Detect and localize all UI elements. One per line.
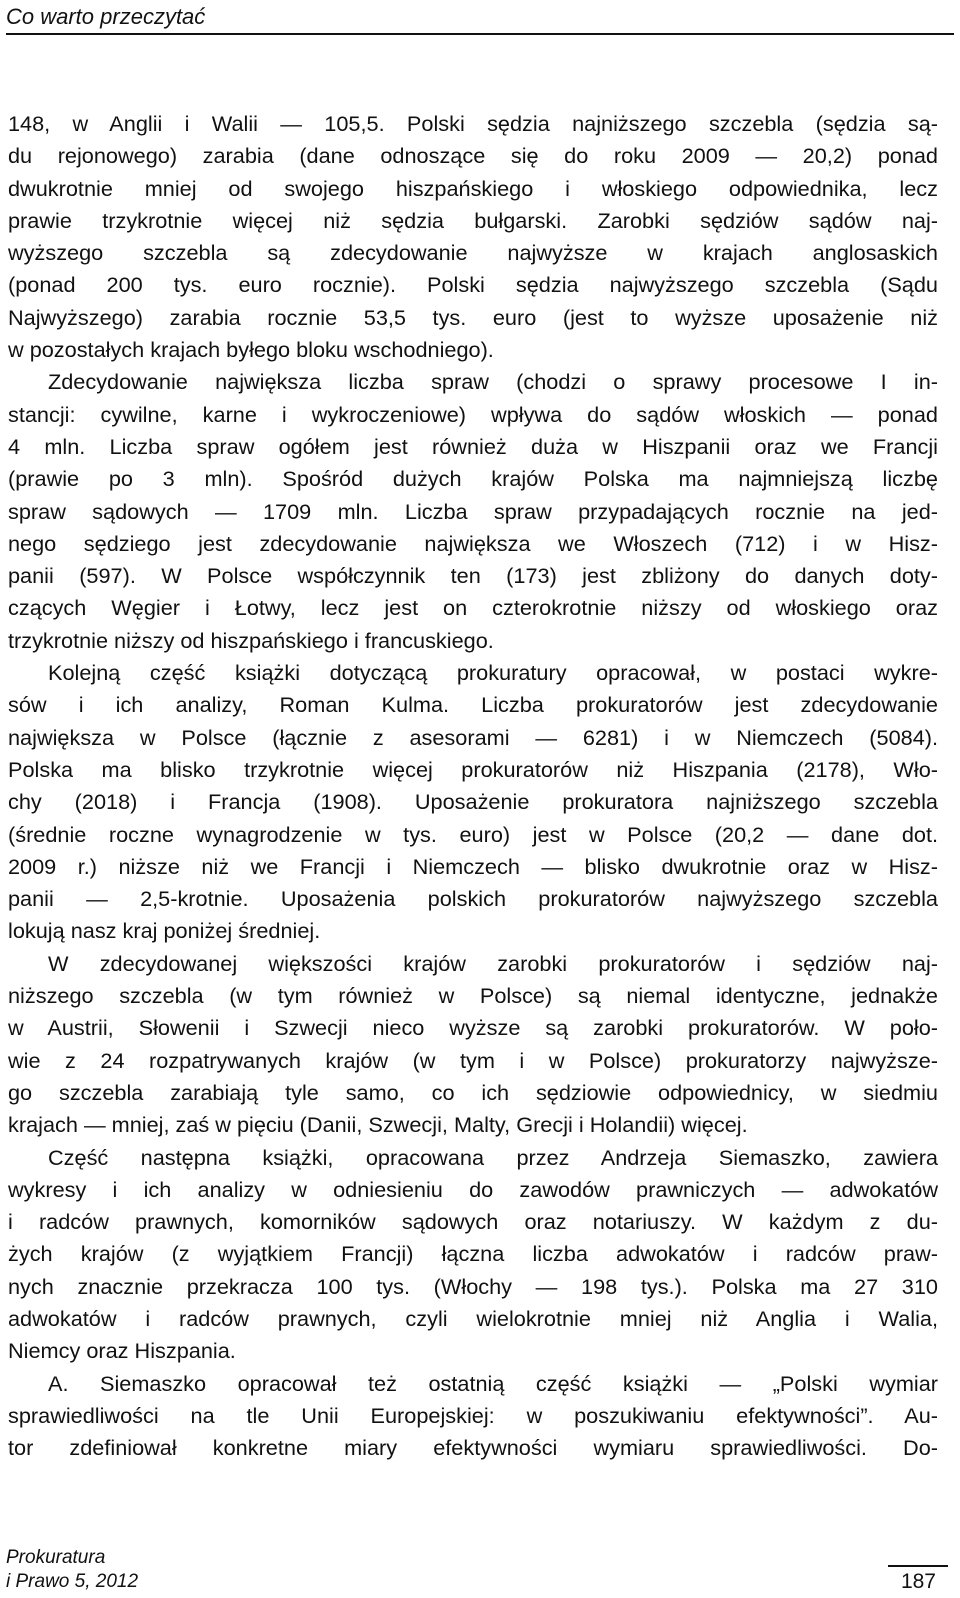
text-line: Część następna książki, opracowana przez Andrzeja Siemaszko, zawiera [48,1144,938,1170]
text-line: Polska ma blisko trzykrotnie więcej prokuratorów niż Hiszpania (2178), Wło- [8,756,938,782]
text-line: (prawie po 3 mln). Spośród dużych krajów Polska ma najmniejszą liczbę [8,466,938,492]
text-line: czących Węgier i Łotwy, lecz jest on czterokrotnie niższy od włoskiego oraz [8,595,938,621]
text-line: trzykrotnie niższy od hiszpańskiego i francuskiego. [8,627,494,653]
text-line: adwokatów i radców prawnych, czyli wielokrotnie mniej niż Anglia i Walia, [8,1305,938,1331]
page-number-divider [888,1565,948,1567]
text-line: (ponad 200 tys. euro rocznie). Polski sędzia najwyższego szczebla (Sądu [8,272,938,298]
text-line: panii (597). W Polsce współczynnik ten (173) jest zbliżony do danych doty- [8,563,938,589]
text-line: du rejonowego) zarabia (dane odnoszące się do roku 2009 — 20,2) ponad [8,143,938,169]
text-line: A. Siemaszko opracował też ostatnią część książki — „Polski wymiar [48,1370,938,1396]
text-line: nych znacznie przekracza 100 tys. (Włochy — 198 tys.). Polska ma 27 310 [8,1273,938,1299]
text-line: wie z 24 rozpatrywanych krajów (w tym i w Polsce) prokuratorzy najwyższe- [8,1047,938,1073]
text-line: (średnie roczne wynagrodzenie w tys. euro) jest w Polsce (20,2 — dane dot. [8,821,938,847]
article-body [8,108,938,1464]
text-line: Kolejną część książki dotyczącą prokuratury opracował, w postaci wykre- [48,660,938,686]
text-line: niższego szczebla (w tym również w Polsce) są niemal identyczne, jednakże [8,983,938,1009]
text-line: 148, w Anglii i Walii — 105,5. Polski sędzia najniższego szczebla (sędzia są- [8,111,938,136]
text-line: w pozostałych krajach byłego bloku wschodniego). [8,337,494,363]
text-line: żych krajów (z wyjątkiem Francji) łączna liczba adwokatów i radców praw- [8,1241,938,1267]
text-line: W zdecydowanej większości krajów zarobki prokuratorów i sędziów naj- [48,950,938,976]
text-line: chy (2018) i Francja (1908). Uposażenie prokuratora najniższego szczebla [8,789,938,815]
text-line: dwukrotnie mniej od swojego hiszpańskiego i włoskiego odpowiednika, lecz [8,175,938,201]
text-line: spraw sądowych — 1709 mln. Liczba spraw przypadających rocznie na jed- [8,498,938,524]
section-title: Co warto przeczytać [6,4,206,29]
text-line: największa w Polsce (łącznie z asesorami — 6281) i w Niemczech (5084). [8,724,938,750]
text-line: wyższego szczebla są zdecydowanie najwyższe w krajach anglosaskich [8,240,938,266]
text-line: 2009 r.) niższe niż we Francji i Niemczech — blisko dwukrotnie oraz w Hisz- [8,853,938,879]
journal-info [6,1546,138,1594]
text-line: panii — 2,5-krotnie. Uposażenia polskich prokuratorów najwyższego szczebla [8,886,938,912]
text-line: sów i ich analizy, Roman Kulma. Liczba prokuratorów jest zdecydowanie [8,692,938,718]
text-line: w Austrii, Słowenii i Szwecji nieco wyższe są zarobki prokuratorów. W poło- [8,1015,938,1041]
text-line: 4 mln. Liczba spraw ogółem jest również duża w Hiszpanii oraz we Francji [8,433,938,459]
page-number: 187 [900,1570,936,1593]
text-line: wykresy i ich analizy w odniesieniu do zawodów prawniczych — adwokatów [8,1176,938,1202]
text-line: lokują nasz kraj poniżej średniej. [8,918,321,944]
text-line: nego sędziego jest zdecydowanie największa we Włoszech (712) i w Hisz- [8,530,938,556]
text-line: sprawiedliwości na tle Unii Europejskiej: w poszukiwaniu efektywności”. Au- [8,1402,938,1428]
text-line: prawie trzykrotnie więcej niż sędzia bułgarski. Zarobki sędziów sądów naj- [8,207,938,233]
text-line: Niemcy oraz Hiszpania. [8,1338,236,1364]
text-line: go szczebla zarabiają tyle samo, co ich sędziowie odpowiednicy, w siedmiu [8,1079,938,1105]
text-line: stancji: cywilne, karne i wykroczeniowe) wpływa do sądów włoskich — ponad [8,401,938,427]
journal-name: Prokuratura [6,1547,106,1568]
text-line: tor zdefiniował konkretne miary efektywności wymiaru sprawiedliwości. Do- [8,1435,938,1461]
text-line: Najwyższego) zarabia rocznie 53,5 tys. euro (jest to wyższe uposażenie niż [8,304,938,330]
header-divider [6,33,954,35]
text-line: i radców prawnych, komorników sądowych oraz notariuszy. W każdym z du- [8,1209,938,1235]
text-line: krajach — mniej, zaś w pięciu (Danii, Szwecji, Malty, Grecji i Holandii) więcej. [8,1112,748,1138]
journal-issue: i Prawo 5, 2012 [6,1571,139,1592]
text-line: Zdecydowanie największa liczba spraw (chodzi o sprawy procesowe I in- [48,369,938,395]
